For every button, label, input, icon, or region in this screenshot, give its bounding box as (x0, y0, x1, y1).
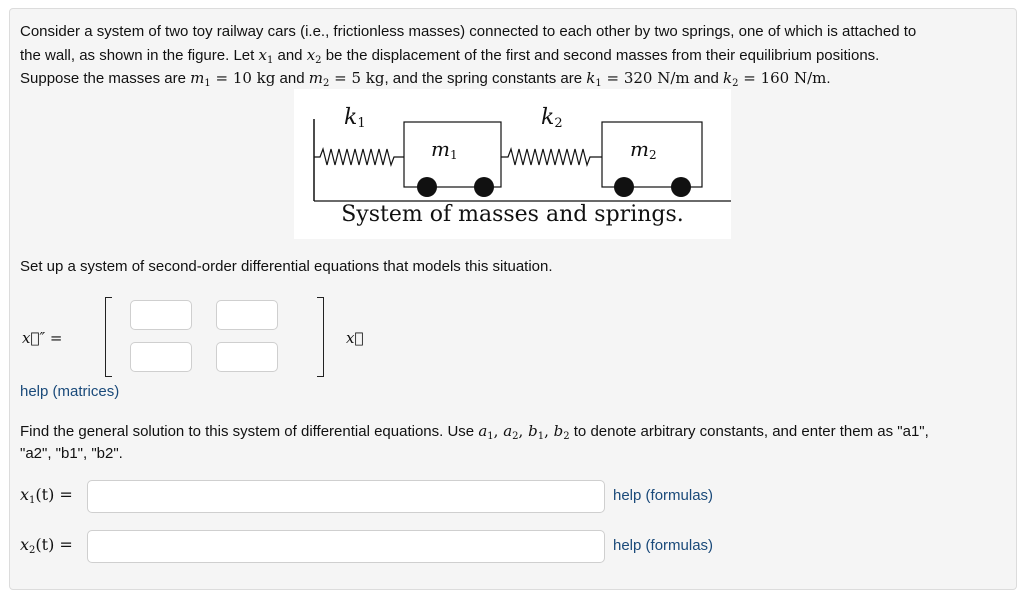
x-vector-rhs: x⃗ (346, 329, 364, 347)
m2-label: $m_2$ (630, 137, 657, 162)
matrix-left-bracket (105, 297, 112, 377)
mass-2-wheel-right (671, 177, 691, 197)
part1-instruction: Set up a system of second-order differential equations that models this situation. (20, 258, 553, 275)
k2-label: $k_2$ (541, 105, 563, 131)
matrix-right-bracket (317, 297, 324, 377)
k1-label: $k_1$ (344, 105, 366, 131)
intro-line-3: Suppose the masses are $m_1 = 10$ kg and $m_2 = 5$ kg, and the spring constants are $k_1 = 320$ N/m and $k_2 = 160$ N/m. (20, 69, 831, 89)
matrix-cell-2-2[interactable] (216, 342, 278, 372)
x2-t-label: $x_2(t)$ = (20, 535, 73, 556)
m1-label: $m_1$ (431, 137, 458, 162)
mass-1-wheel-right (474, 177, 494, 197)
figure-caption: System of masses and springs. (341, 202, 684, 227)
matrix-cell-2-1[interactable] (130, 342, 192, 372)
help-formulas-link-1[interactable]: help (formulas) (613, 487, 714, 504)
x1-answer-input[interactable] (87, 480, 605, 513)
part2-instruction-line-1: Find the general solution to this system of differential equations. Use $a_1$, $a_2$, $b_1$, $b_2$ to denote arbitrary constants, and enter them as "a1", (20, 422, 929, 442)
spring-2 (501, 149, 602, 165)
intro-line-2: the wall, as shown in the figure. Let $x_1$ and $x_2$ be the displacement of the first and second masses from their equilibrium positions. (20, 46, 880, 66)
masses-springs-figure (294, 89, 731, 239)
mass-1-wheel-left (417, 177, 437, 197)
matrix-cell-1-2[interactable] (216, 300, 278, 330)
help-formulas-link-2[interactable]: help (formulas) (613, 537, 714, 554)
mass-2-wheel-left (614, 177, 634, 197)
x1-t-label: $x_1(t)$ = (20, 485, 73, 506)
x-double-prime-lhs: x⃗″ = (22, 329, 63, 347)
matrix-cell-1-1[interactable] (130, 300, 192, 330)
spring-1 (314, 149, 404, 165)
help-matrices-link[interactable]: help (matrices) (20, 383, 120, 400)
x2-answer-input[interactable] (87, 530, 605, 563)
part2-instruction-line-2: "a2", "b1", "b2". (20, 445, 123, 462)
intro-line-1: Consider a system of two toy railway cars (i.e., frictionless masses) connected to each other by two springs, one of which is attached to (20, 23, 917, 40)
